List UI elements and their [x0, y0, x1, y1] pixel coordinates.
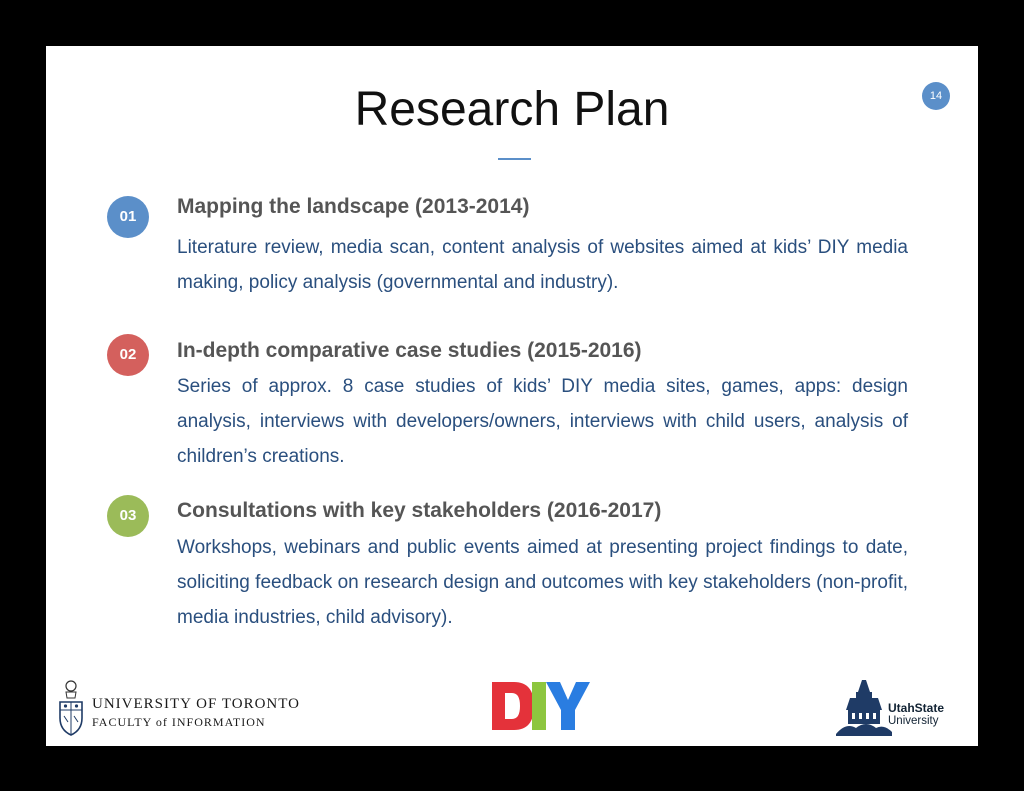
diy-logo — [490, 680, 592, 737]
usu-old-main-icon — [836, 676, 892, 738]
usu-name: UtahState — [888, 701, 945, 715]
step-number-badge: 01 — [107, 196, 149, 238]
logo-footer — [46, 674, 978, 746]
uoft-faculty: FACULTY of INFORMATION — [92, 715, 266, 729]
uoft-crest-icon — [56, 678, 86, 738]
title-underline — [498, 158, 531, 160]
page-number-badge: 14 — [922, 82, 950, 110]
slide — [46, 46, 978, 746]
step-title: Mapping the landscape (2013-2014) — [177, 195, 530, 218]
slide-title: Research Plan — [354, 83, 670, 136]
diy-logo-icon — [490, 680, 592, 732]
step-description: Workshops, webinars and public events aimed at presenting project findings to date, soliciting feedback on research design and outcomes with key stakeholders (non-profit, media industries, child advisory). — [177, 537, 908, 628]
step-title: In-depth comparative case studies (2015-2016) — [177, 339, 642, 362]
step-number-badge: 02 — [107, 334, 149, 376]
utah-state-university-logo — [836, 676, 945, 743]
uoft-name: UNIVERSITY OF TORONTO — [92, 696, 300, 712]
university-of-toronto-logo — [56, 678, 300, 743]
step-title: Consultations with key stakeholders (2016-2017) — [177, 499, 662, 522]
step-description: Literature review, media scan, content analysis of websites aimed at kids’ DIY media making, policy analysis (governmental and industry). — [177, 237, 908, 293]
step-number-badge: 03 — [107, 495, 149, 537]
step-description: Series of approx. 8 case studies of kids’ DIY media sites, games, apps: design analysis, interviews with developers/owners, interviews with child users, analysis of children’s creations. — [177, 376, 908, 467]
usu-university: University — [888, 715, 939, 727]
